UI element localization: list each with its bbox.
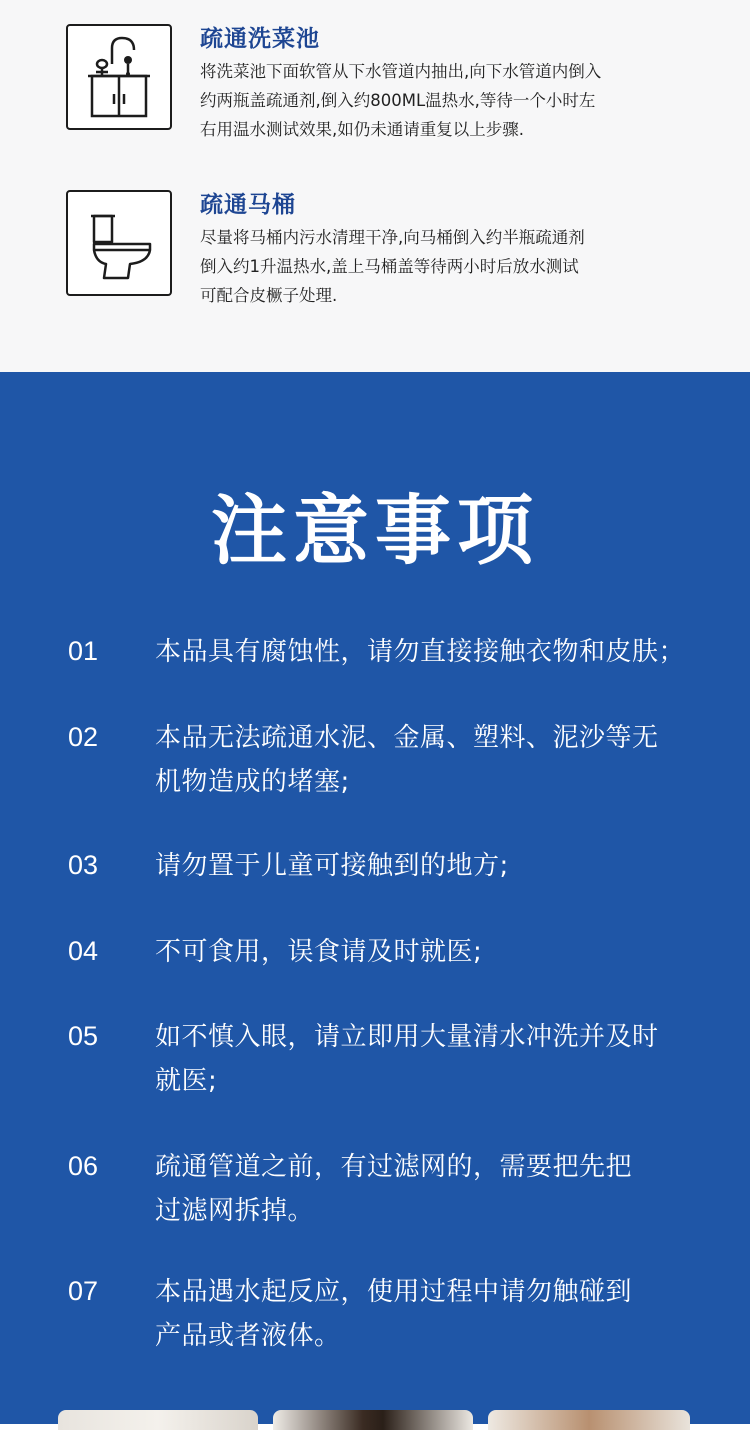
note-text xyxy=(155,844,695,888)
usage-title: 疏通洗菜池 xyxy=(200,26,320,52)
note-text xyxy=(155,1015,695,1103)
usage-item-sink xyxy=(0,0,750,150)
note-number: 02 xyxy=(68,722,99,752)
sink-icon xyxy=(66,24,172,130)
note-text xyxy=(155,1145,695,1233)
usage-desc-line: 倒入约1升温热水,盖上马桶盖等待两小时后放水测试 xyxy=(200,257,579,276)
note-text xyxy=(155,1270,695,1358)
note-number: 04 xyxy=(68,936,99,966)
notes-heading: 注意事项 xyxy=(211,486,539,575)
usage-title: 疏通马桶 xyxy=(200,192,296,218)
note-text xyxy=(155,716,695,804)
photo-thumbnail xyxy=(488,1410,690,1430)
note-number: 03 xyxy=(68,850,99,880)
usage-desc-line: 可配合皮橛子处理. xyxy=(200,286,338,305)
note-line: 本品遇水起反应，使用过程中请勿触碰到 xyxy=(155,1277,633,1307)
note-line: 如不慎入眼，请立即用大量清水冲洗并及时 xyxy=(155,1022,659,1052)
photo-thumbnail xyxy=(273,1410,473,1430)
note-line: 不可食用，误食请及时就医; xyxy=(155,937,483,967)
note-line: 请勿置于儿童可接触到的地方; xyxy=(155,851,509,881)
photo-thumbnail xyxy=(58,1410,258,1430)
note-number: 06 xyxy=(68,1151,99,1181)
note-line: 产品或者液体。 xyxy=(155,1321,341,1351)
note-number: 07 xyxy=(68,1276,99,1306)
note-line: 本品无法疏通水泥、金属、塑料、泥沙等无 xyxy=(155,723,659,753)
note-line: 疏通管道之前，有过滤网的，需要把先把 xyxy=(155,1152,633,1182)
note-line: 就医; xyxy=(155,1066,218,1096)
note-line: 本品具有腐蚀性，请勿直接接触衣物和皮肤； xyxy=(155,637,686,667)
note-number: 05 xyxy=(68,1021,99,1051)
usage-desc-line: 尽量将马桶内污水清理干净,向马桶倒入约半瓶疏通剂 xyxy=(200,228,585,247)
usage-description xyxy=(200,57,680,144)
note-line: 机物造成的堵塞; xyxy=(155,767,350,797)
usage-section xyxy=(0,0,750,372)
usage-desc-line: 约两瓶盖疏通剂,倒入约800ML温热水,等待一个小时左 xyxy=(200,91,596,110)
note-text xyxy=(155,630,695,674)
toilet-icon xyxy=(66,190,172,296)
usage-desc-line: 将洗菜池下面软管从下水管道内抽出,向下水管道内倒入 xyxy=(200,62,602,81)
usage-desc-line: 右用温水测试效果,如仍未通请重复以上步骤. xyxy=(200,120,524,139)
note-number: 01 xyxy=(68,636,99,666)
note-line: 过滤网拆掉。 xyxy=(155,1196,315,1226)
usage-item-toilet xyxy=(0,168,750,318)
note-text xyxy=(155,930,695,974)
usage-description xyxy=(200,223,680,310)
